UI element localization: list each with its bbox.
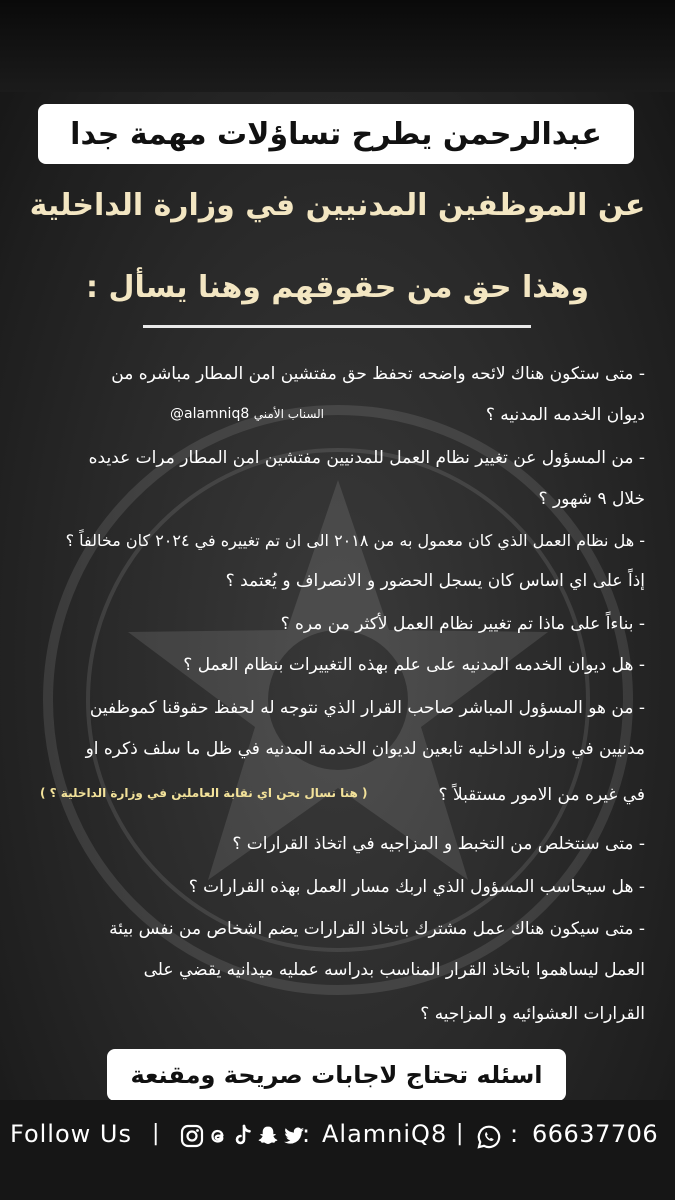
separator: | xyxy=(456,1121,464,1146)
question-line: - هل سيحاسب المسؤول الذي اربك مسار العمل بهذه القرارات ؟ xyxy=(188,877,645,897)
subheadline-line-2: وهذا حق من حقوقهم وهنا يسأل : xyxy=(86,270,589,305)
question-line: العمل ليساهموا باتخاذ القرار المناسب بدراسه عمليه ميدانيه يقضي على xyxy=(143,960,645,980)
phone-number[interactable]: 66637706 xyxy=(532,1120,659,1148)
account-name[interactable]: AlamniQ8 xyxy=(322,1120,448,1148)
headline-text: عبدالرحمن يطرح تساؤلات مهمة جدا xyxy=(70,116,602,152)
question-line: - هل ديوان الخدمه المدنيه على علم بهذه التغييرات بنظام العمل ؟ xyxy=(183,655,645,675)
question-line: - متى سنتخلص من التخبط و المزاجيه في اتخاذ القرارات ؟ xyxy=(232,834,645,854)
follow-label: Follow Us xyxy=(10,1120,132,1148)
colon-1: : xyxy=(302,1120,311,1148)
question-line: - متى ستكون هناك لائحه واضحه تحفظ حق مفتشين امن المطار مباشره من xyxy=(111,364,645,384)
threads-icon[interactable] xyxy=(206,1124,230,1148)
divider xyxy=(143,325,531,328)
question-line: مدنيين في وزارة الداخليه تابعين لديوان الخدمة المدنيه في ظل ما سلف ذكره او xyxy=(85,739,645,759)
headline-box xyxy=(38,104,634,164)
question-line: - بناءاً على ماذا تم تغيير نظام العمل لأكثر من مره ؟ xyxy=(280,614,645,634)
snap-handle xyxy=(170,406,330,422)
question-line: - من هو المسؤول المباشر صاحب القرار الذي نتوجه له لحفظ حقوقنا كموظفين xyxy=(89,698,645,718)
instagram-icon[interactable] xyxy=(180,1124,204,1148)
snapchat-icon[interactable] xyxy=(256,1124,280,1148)
question-line: القرارات العشوائيه و المزاجيه ؟ xyxy=(420,1004,645,1024)
footer-callout-text: اسئله تحتاج لاجابات صريحة ومقنعة xyxy=(130,1061,543,1089)
tiktok-icon[interactable] xyxy=(232,1124,254,1148)
handle-label: السناب الأمني xyxy=(253,407,325,421)
question-line: خلال ٩ شهور ؟ xyxy=(538,489,645,509)
footer-callout-box xyxy=(107,1049,566,1101)
question-line: إذاً على اي اساس كان يسجل الحضور و الانصراف و يُعتمد ؟ xyxy=(225,571,645,591)
question-line: - هل نظام العمل الذي كان معمول به من ٢٠١٨ الى ان تم تغييره في ٢٠٢٤ كان مخالفاً ؟ xyxy=(65,531,645,550)
separator: | xyxy=(152,1121,160,1146)
question-line: - متى سيكون هناك عمل مشترك باتخاذ القرارات يضم اشخاص من نفس بيئة xyxy=(109,919,645,939)
question-line: في غيره من الامور مستقبلاً ؟ xyxy=(438,785,645,805)
whatsapp-icon[interactable] xyxy=(476,1124,502,1150)
question-line: - من المسؤول عن تغيير نظام العمل للمدنيين مفتشين امن المطار مرات عديده xyxy=(88,448,645,468)
inline-note: ( هنا نسال نحن اي نقابة العاملين في وزارة الداخلية ؟ ) xyxy=(40,786,368,800)
subheadline-line-1: عن الموظفين المدنيين في وزارة الداخلية xyxy=(29,188,646,223)
question-line: ديوان الخدمه المدنيه ؟ xyxy=(485,405,645,425)
follow-bar xyxy=(0,1114,675,1160)
social-icons xyxy=(180,1124,306,1148)
colon-2: : xyxy=(510,1120,519,1148)
handle-account: @alamniq8 xyxy=(170,406,250,422)
top-dark-band xyxy=(0,0,675,92)
